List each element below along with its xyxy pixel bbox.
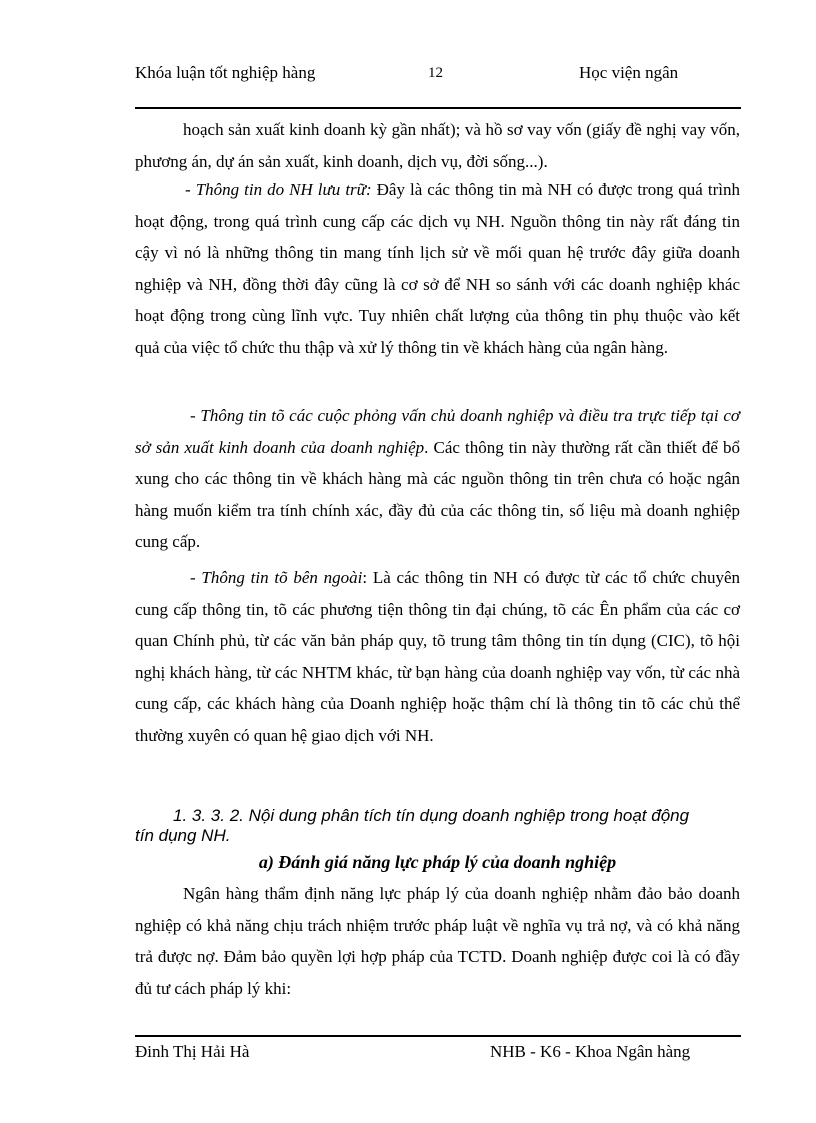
paragraph-4 bbox=[135, 562, 740, 752]
paragraph-3 bbox=[135, 400, 740, 558]
footer-class: NHB - K6 - Khoa Ngân hàng bbox=[490, 1042, 691, 1061]
section-heading-line-2: tín dụng NH. bbox=[135, 826, 231, 845]
paragraph-1: hoạch sản xuất kinh doanh kỳ gần nhất); và hồ sơ vay vốn (giấy đề nghị vay vốn, phương án, dự án sản xuất, kinh doanh, dịch vụ, đời sống...). bbox=[135, 120, 740, 171]
header-left-title: Khóa luận tốt nghiệp hàng bbox=[135, 63, 316, 82]
paragraph-3-text: . Các thông tin này thường rất cần thiết để bổ xung cho các thông tin về khách hàng mà các nguồn thông tin trên chưa có hoặc ngân hàng muốn kiểm tra tính chính xác, đầy đủ của các thông tin, số liệu mà doanh nghiệp cung cấp. bbox=[135, 437, 741, 552]
footer-author: Đinh Thị Hải Hà bbox=[135, 1042, 250, 1061]
subheading: a) Đánh giá năng lực pháp lý của doanh nghiệp bbox=[258, 852, 617, 872]
section-heading-line-1: 1. 3. 3. 2. Nội dung phân tích tín dụng doanh nghiệp trong hoạt động bbox=[173, 806, 690, 825]
paragraph-2-label: - Thông tin do NH lưu trữ: bbox=[185, 180, 372, 199]
header-divider bbox=[135, 107, 741, 109]
footer-divider bbox=[135, 1035, 741, 1037]
paragraph-5: Ngân hàng thẩm định năng lực pháp lý của doanh nghiệp nhằm đảo bảo doanh nghiệp có khả năng chịu trách nhiệm trước pháp luật về nghĩa vụ trả nợ, và có khả năng trả được nợ. Đảm bảo quyền lợi hợp pháp của TCTD. Doanh nghiệp được coi là có đầy đủ tư cách pháp lý khi: bbox=[135, 884, 740, 998]
header-right-title: Học viện ngân bbox=[579, 63, 679, 82]
section-heading bbox=[135, 806, 735, 846]
paragraph-4-text: : Là các thông tin NH có được từ các tổ chức chuyên cung cấp thông tin, tõ các phương tiện thông tin đại chúng, tõ các Ên phẩm của các cơ quan Chính phủ, từ các văn bản pháp quy, tõ trung tâm thông tin tín dụng (CIC), tõ hội nghị khách hàng, từ các NHTM khác, từ bạn hàng của doanh nghiệp vay vốn, từ các nhà cung cấp, các khách hàng của Doanh nghiệp hoặc thậm chí là thông tin tõ các chủ thể thường xuyên có quan hệ giao dịch với NH. bbox=[135, 568, 740, 745]
page-number: 12 bbox=[428, 65, 443, 81]
paragraph-4-label: - Thông tin tõ bên ngoài bbox=[190, 568, 363, 587]
paragraph-2-text: Đây là các thông tin mà NH có được trong quá trình hoạt động, trong quá trình cung cấp các dịch vụ NH. Nguồn thông tin này rất đáng tin cậy vì nó là những thông tin mang tính lịch sử về mối quan hệ trước đây giữa doanh nghiệp và NH, đồng thời đây cũng là cơ sở để NH so sánh với các doanh nghiệp khác hoạt động trong cùng lĩnh vực. Tuy nhiên chất lượng của thông tin phụ thuộc vào kết quả của việc tổ chức thu thập và xử lý thông tin về khách hàng của ngân hàng. bbox=[135, 180, 740, 357]
paragraph-2 bbox=[135, 174, 740, 364]
paragraph-3-label: - Thông tin tõ các cuộc phỏng vấn chủ doanh nghiệp và điều tra trực tiếp tại cơ sở sản xuất kinh doanh của doanh nghiệp bbox=[135, 406, 740, 457]
